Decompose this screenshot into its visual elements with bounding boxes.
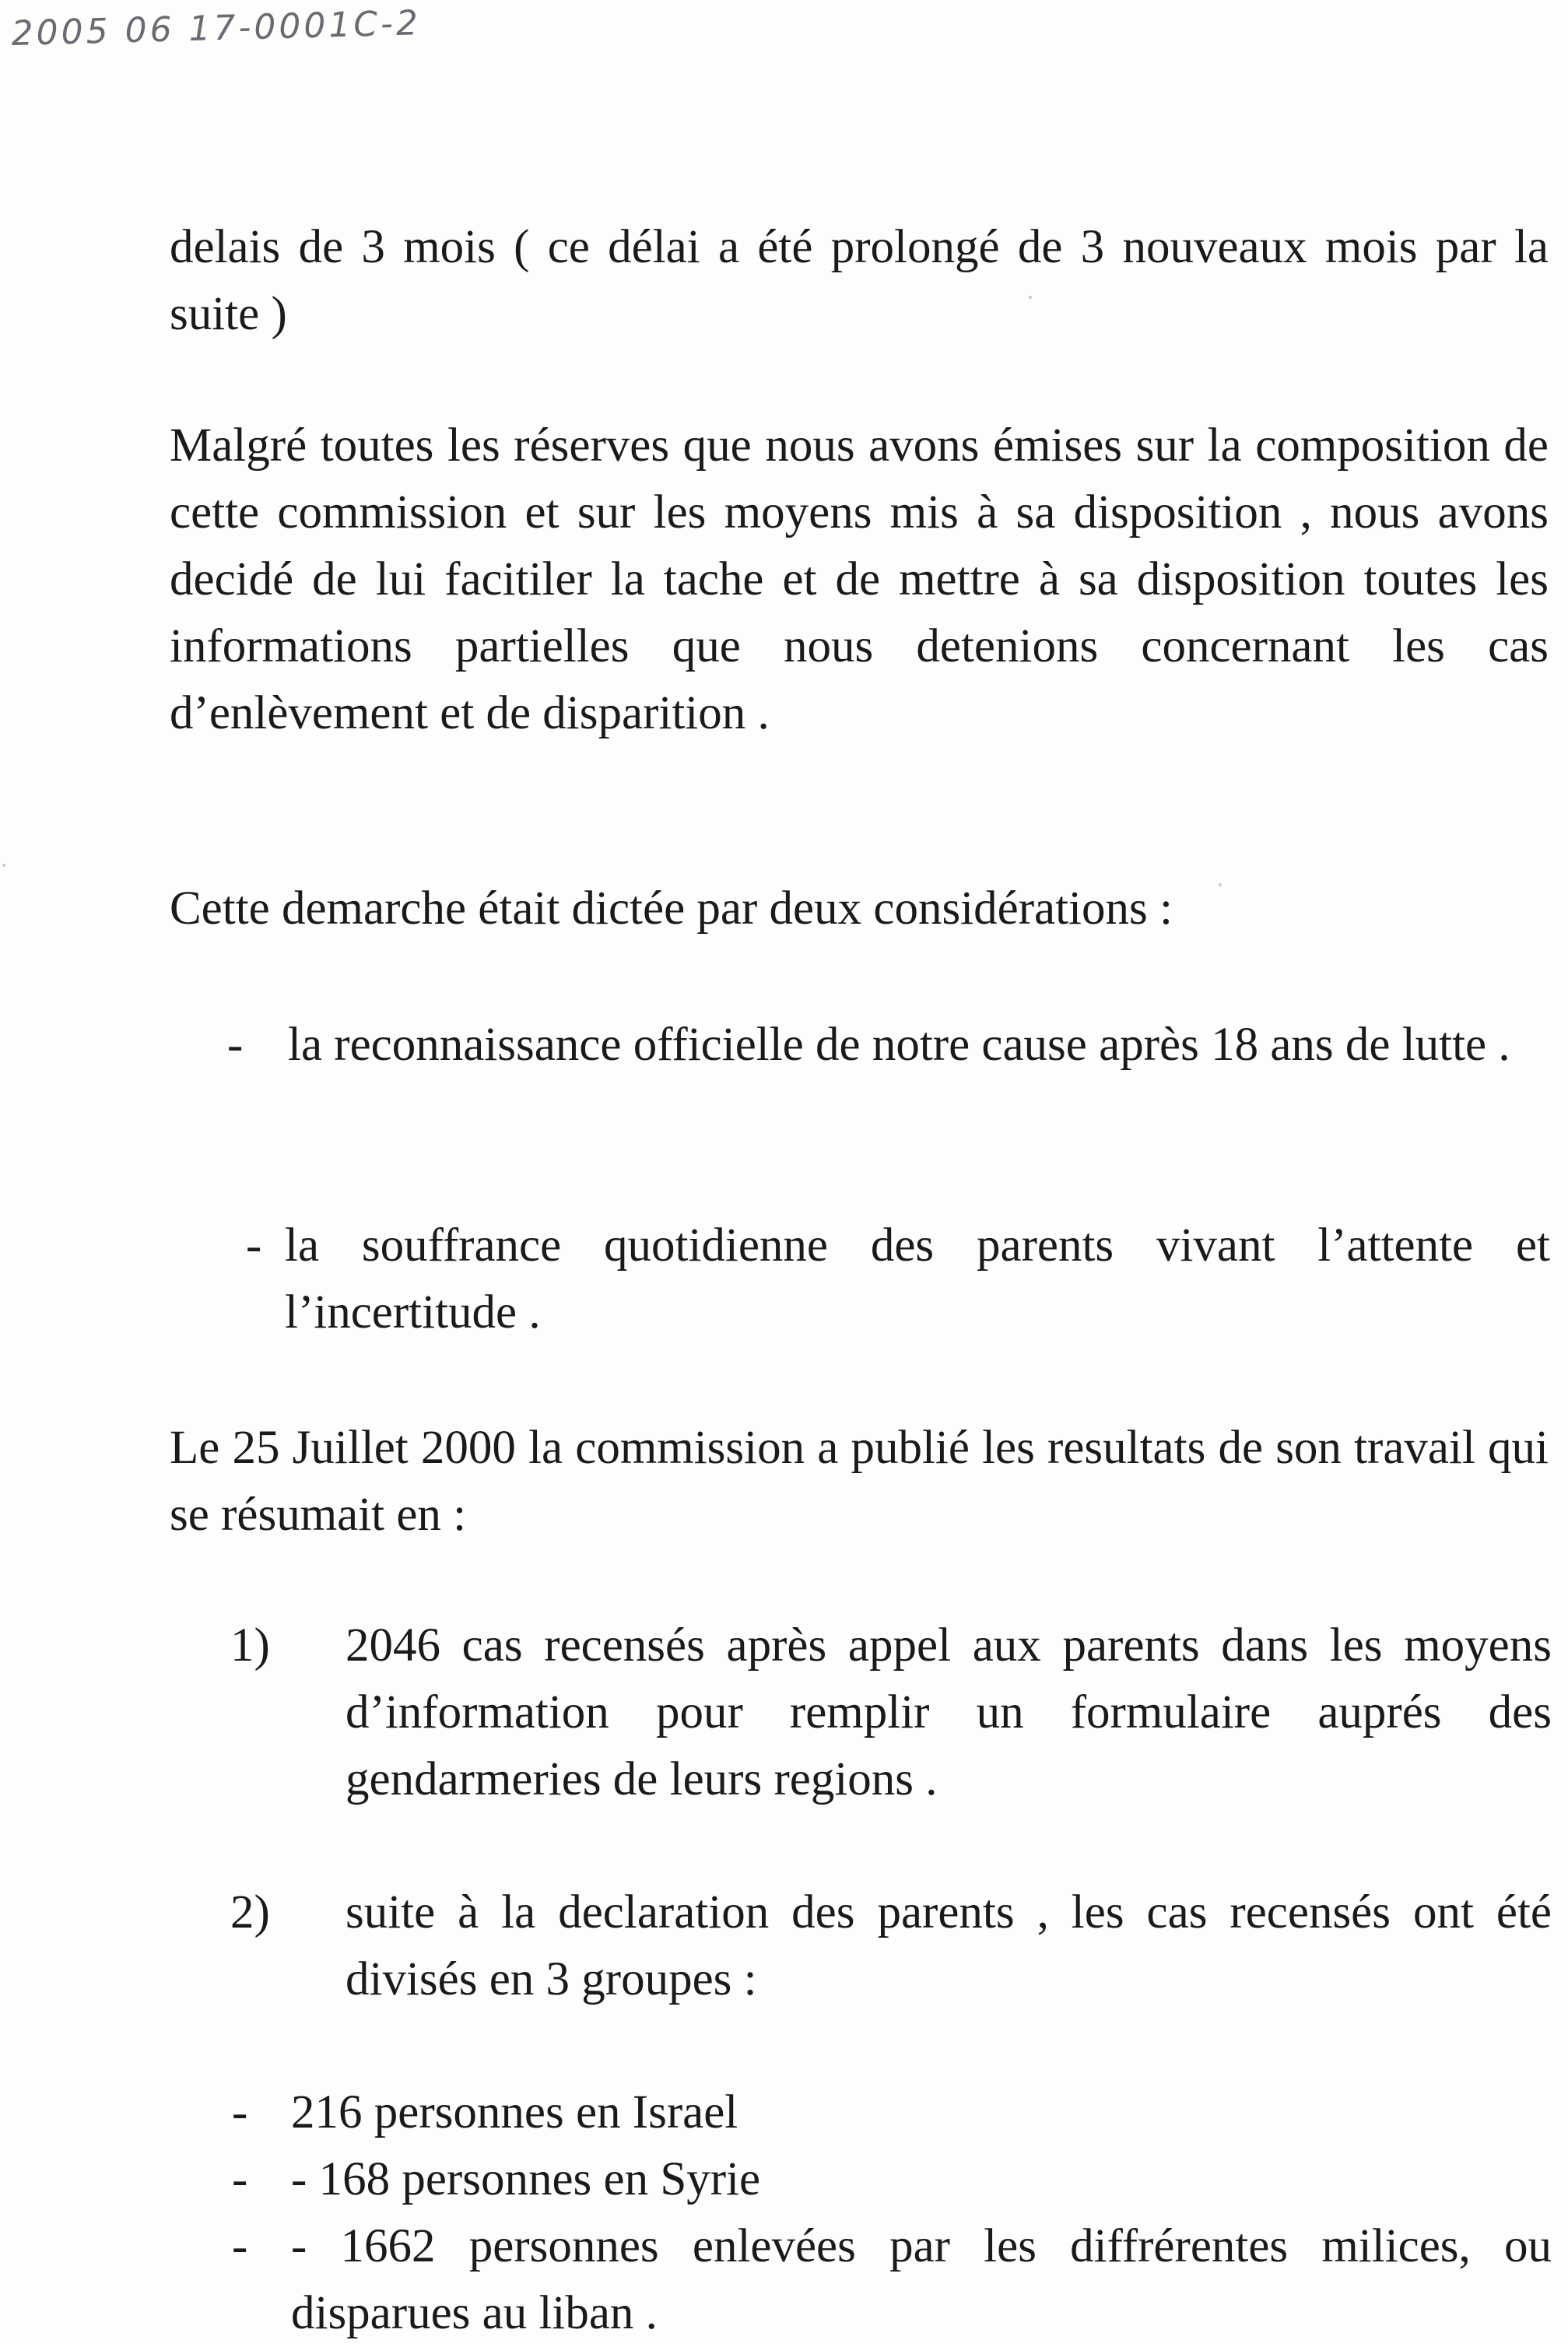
bullet-dash: - xyxy=(232,2086,248,2138)
group-item: 216 personnes en Israel xyxy=(291,2086,738,2138)
handwritten-reference: 2005 06 17-0001C-2 xyxy=(11,3,422,54)
scan-speck xyxy=(1219,883,1222,886)
result-item: 2046 cas recensés après appel aux parents dans les moyens d’information pour remplir un formulaire auprés des gendarmeries de leurs regions . xyxy=(346,1619,1552,1805)
list-number: 1) xyxy=(230,1619,270,1672)
consideration-item: la reconnaissance officielle de notre cause après 18 ans de lutte . xyxy=(288,1019,1510,1071)
bullet-dash: - xyxy=(232,2153,248,2205)
group-item: - 1662 personnes enlevées par les diffrérentes milices, ou disparues au liban . xyxy=(291,2220,1552,2339)
group-item: - 168 personnes en Syrie xyxy=(291,2153,761,2205)
scan-speck xyxy=(2,864,5,867)
bullet-dash: - xyxy=(232,2220,248,2272)
bullet-dash: - xyxy=(227,1019,244,1071)
list-number: 2) xyxy=(230,1886,270,1938)
paragraph-reserves: Malgré toutes les réserves que nous avons émises sur la composition de cette commission et sur les moyens mis à sa disposition , nous avons decidé de lui facitiler la tache et de mettre à sa disposition toutes les informations partielles que nous detenions concernant les cas d’enlèvement et de disparition . xyxy=(170,419,1549,739)
scan-speck xyxy=(1029,296,1032,299)
bullet-dash: - xyxy=(246,1219,262,1272)
paragraph-intro: delais de 3 mois ( ce délai a été prolongé de 3 nouveaux mois par la suite ) xyxy=(170,221,1549,340)
result-item: suite à la declaration des parents , les cas recensés ont été divisés en 3 groupes : xyxy=(346,1886,1552,2005)
paragraph-results-intro: Le 25 Juillet 2000 la commission a publié les resultats de son travail qui se résumait en : xyxy=(170,1422,1549,1541)
consideration-item: la souffrance quotidienne des parents vivant l’attente et l’incertitude . xyxy=(285,1219,1550,1338)
paragraph-considerations-intro: Cette demarche était dictée par deux considérations : xyxy=(170,882,1173,935)
